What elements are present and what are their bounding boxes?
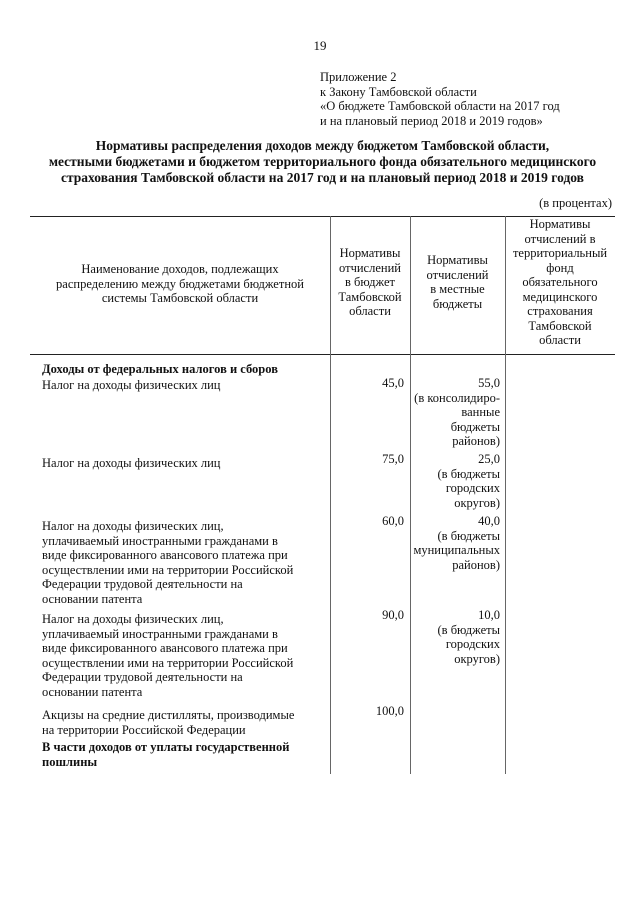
header-line: в бюджет	[345, 275, 395, 289]
title-line: страхования Тамбовской области на 2017 год и на плановый период 2018 и 2019 годов	[61, 170, 584, 185]
row-name-line: виде фиксированного авансового платежа при	[42, 548, 288, 562]
regional-share: 60,0	[382, 514, 404, 528]
row-name-line: Налог на доходы физических лиц	[42, 456, 221, 470]
header-line: Нормативы	[339, 246, 401, 260]
unit-note: (в процентах)	[539, 196, 612, 210]
row-name-line: Федерации трудовой деятельности на	[42, 670, 243, 684]
header-line: территориальный	[512, 246, 608, 260]
row-name-line: осуществлении ими на территории Российской	[42, 655, 294, 670]
row-name-line: уплачиваемый иностранными гражданами в	[42, 533, 278, 548]
header-line: медицинского	[522, 289, 598, 304]
header-line: отчислений	[426, 267, 489, 282]
appendix-line: к Закону Тамбовской области	[320, 84, 477, 99]
share-line: (в консолидиро-	[414, 390, 500, 405]
row-name-line: уплачиваемый иностранными гражданами в	[42, 626, 278, 641]
row-name-line: на территории Российской Федерации	[42, 722, 246, 737]
local-share	[410, 452, 500, 510]
share-line: ванные	[461, 405, 500, 419]
regional-share: 100,0	[375, 704, 404, 718]
share-line: районов)	[452, 557, 500, 572]
table-row-name	[42, 378, 221, 393]
table-row-name	[42, 708, 294, 737]
header-line: бюджеты	[432, 296, 483, 311]
document-title	[30, 138, 615, 186]
appendix-line: Приложение 2	[320, 70, 397, 84]
row-name-line: Доходы от федеральных налогов и сборов	[42, 362, 278, 376]
share-line: 10,0	[478, 608, 500, 622]
share-line: (в бюджеты	[437, 622, 500, 637]
title-line: Нормативы распределения доходов между бюджетом Тамбовской области,	[95, 138, 550, 153]
header-line: Тамбовской	[338, 289, 402, 304]
header-regional-budget	[330, 246, 410, 319]
share-line: городских	[445, 481, 500, 495]
share-line: округов)	[454, 651, 500, 666]
row-name-line: Федерации трудовой деятельности на	[42, 577, 243, 591]
row-name-line: основании патента	[42, 684, 143, 699]
row-name-line: В части доходов от уплаты государственной	[42, 740, 290, 754]
table-header-rule	[30, 354, 615, 355]
regional-share: 90,0	[382, 608, 404, 622]
row-name-line: основании патента	[42, 591, 143, 606]
row-name-line: Налог на доходы физических лиц	[42, 378, 221, 392]
header-line: Нормативы	[427, 253, 488, 267]
header-line: в местные	[430, 282, 485, 296]
row-name-line: Налог на доходы физических лиц,	[42, 612, 224, 626]
regional-share: 45,0	[382, 376, 404, 390]
section-heading	[42, 740, 289, 769]
share-line: 55,0	[478, 376, 500, 390]
row-name-line: пошлины	[42, 754, 98, 769]
title-line: местными бюджетами и бюджетом территориального фонда обязательного медицинского	[48, 154, 597, 169]
share-line: 40,0	[478, 514, 500, 528]
table-row-name	[42, 612, 293, 699]
row-name-line: Налог на доходы физических лиц,	[42, 519, 224, 533]
appendix-line: «О бюджете Тамбовской области на 2017 год	[320, 99, 560, 113]
appendix-note	[320, 70, 560, 128]
header-line: распределению между бюджетами бюджетной	[56, 276, 304, 291]
share-line: округов)	[454, 495, 500, 510]
table-row-name	[42, 456, 221, 471]
header-line: обязательного	[522, 275, 598, 289]
header-line: Наименование доходов, подлежащих	[81, 262, 279, 276]
table-row-name	[42, 519, 293, 606]
share-line: (в бюджеты	[437, 528, 500, 543]
regional-share: 75,0	[382, 452, 404, 466]
appendix-line: и на плановый период 2018 и 2019 годов»	[320, 113, 543, 128]
share-line: бюджеты	[450, 419, 500, 434]
header-line: страхования	[527, 304, 593, 318]
header-line: Тамбовской	[528, 318, 592, 333]
row-name-line: виде фиксированного авансового платежа при	[42, 641, 288, 655]
header-line: отчислений в	[524, 231, 596, 246]
header-line: области	[349, 304, 391, 318]
row-name-line: Акцизы на средние дистилляты, производимые	[42, 708, 295, 722]
header-line: отчислений	[339, 260, 401, 275]
local-share	[410, 514, 500, 572]
header-medical-fund	[505, 217, 615, 348]
local-share	[410, 608, 500, 666]
row-name-line: осуществлении ими на территории Российской	[42, 562, 294, 577]
share-line: районов)	[452, 434, 500, 448]
local-share	[410, 376, 500, 449]
header-income-name	[30, 262, 330, 306]
header-line: области	[539, 333, 581, 347]
header-local-budgets	[410, 253, 505, 311]
share-line: 25,0	[478, 452, 500, 466]
share-line: (в бюджеты	[437, 466, 500, 481]
header-line: фонд	[546, 260, 574, 275]
header-line: Нормативы	[529, 217, 591, 231]
header-line: системы Тамбовской области	[101, 291, 259, 305]
section-heading	[42, 362, 278, 377]
page-number: 19	[313, 38, 327, 53]
share-line: муниципальных	[413, 543, 500, 557]
share-line: городских	[445, 637, 500, 651]
